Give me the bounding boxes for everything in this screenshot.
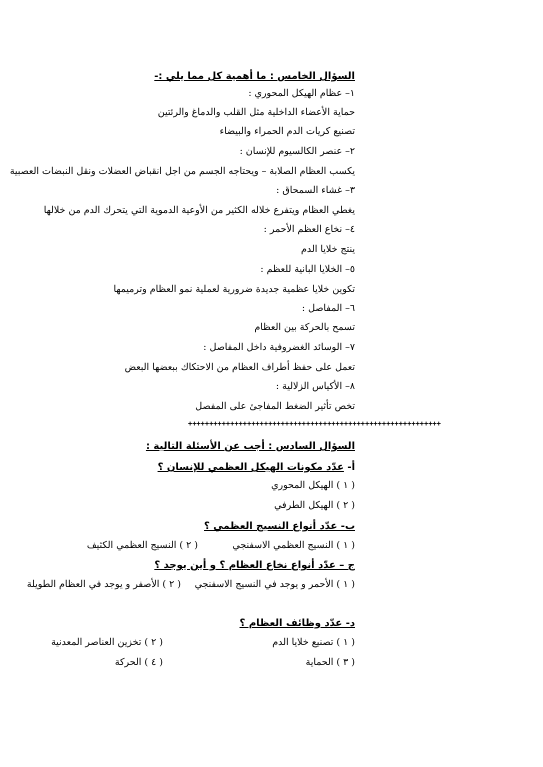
- q6-d-item-4: ( ٤ ) الحركة: [114, 657, 163, 668]
- q5-line-3: تصنيع كريات الدم الحمراء والبيضاء: [219, 126, 355, 137]
- q5-line-1: ١– عظام الهيكل المحوري :: [248, 88, 355, 99]
- q5-title: السؤال الخامس : ما أهمية كل مما يلي :-: [154, 71, 355, 82]
- q6-a-question-text: عدّد مكونات الهيكل العظمي للإنسان ؟: [157, 462, 344, 473]
- q5-line-14: ٧– الوسائد الغضروفية داخل المفاصل :: [203, 342, 355, 353]
- q6-b-item-1: ( ١ ) النسيج العظمي الاسفنجي: [232, 540, 355, 551]
- section-divider: ++++++++++++++++++++++++++++++++++++++++++++++++++++++++++++: [188, 420, 441, 428]
- q6-a-question: [158, 461, 355, 475]
- q6-c-item-2: ( ٢ ) الأصفر و يوجد في العظام الطويلة: [26, 579, 181, 590]
- q6-c-item-1: ( ١ ) الأحمر و يوجد في النسيج الاسفنجي: [194, 579, 355, 590]
- q6-a-item-1: ( ١ ) الهيكل المحوري: [271, 480, 355, 491]
- q5-line-4: ٢– عنصر الكالسيوم للإنسان :: [239, 146, 355, 157]
- q5-line-8: ٤– نخاع العظم الأحمر :: [263, 224, 355, 235]
- q5-line-11: تكوين خلايا عظمية جديدة ضرورية لعملية نمو العظام وترميمها: [113, 284, 355, 295]
- q5-line-6: ٣– غشاء السمحاق :: [276, 185, 355, 196]
- q6-a-item-2: ( ٢ ) الهيكل الطرفي: [274, 500, 355, 511]
- q5-line-12: ٦– المفاصل :: [301, 303, 355, 314]
- q6-b-question: ب- عدّد أنواع النسيج العظمي ؟: [204, 521, 355, 532]
- q5-line-10: ٥– الخلايا البانية للعظم :: [260, 264, 355, 275]
- q6-a-prefix: أ-: [343, 462, 355, 473]
- q6-d-question: د- عدّد وظائف العظام ؟: [239, 618, 355, 629]
- q5-line-13: تسمح بالحركة بين العظام: [254, 322, 355, 333]
- q5-line-15: تعمل على حفظ أطراف العظام من الاحتكاك ببعضها البعض: [124, 362, 355, 373]
- q6-d-item-1: ( ١ ) تصنيع خلايا الدم: [272, 637, 355, 648]
- q6-title: السؤال السادس : أجب عن الأسئلة التالية :: [145, 441, 355, 452]
- q5-line-16: ٨– الأكياس الزلالية :: [275, 381, 355, 392]
- q5-line-17: تخص تأثير الضغط المفاجئ على المفصل: [195, 401, 355, 412]
- q6-d-item-2: ( ٢ ) تخزين العناصر المعدنية: [51, 637, 163, 648]
- q5-line-5: يكسب العظام الصلابة – ويحتاجه الجسم من اجل انقباض العضلات ونقل النبضات العصبية: [9, 166, 355, 177]
- q6-b-item-2: ( ٢ ) النسيج العظمي الكثيف: [86, 540, 198, 551]
- q5-line-7: يغطي العظام ويتفرع خلاله الكثير من الأوعية الدموية التي يتحرك الدم من خلالها: [43, 205, 355, 216]
- q6-d-item-3: ( ٣ ) الحماية: [305, 657, 355, 668]
- q5-line-9: ينتج خلايا الدم: [300, 244, 355, 255]
- q5-line-2: حماية الأعضاء الداخلية مثل القلب والدماغ والرئتين: [157, 107, 355, 118]
- q6-c-question: ج – عدّد أنواع نخاع العظام ؟ و أين يوجد ؟: [154, 560, 355, 571]
